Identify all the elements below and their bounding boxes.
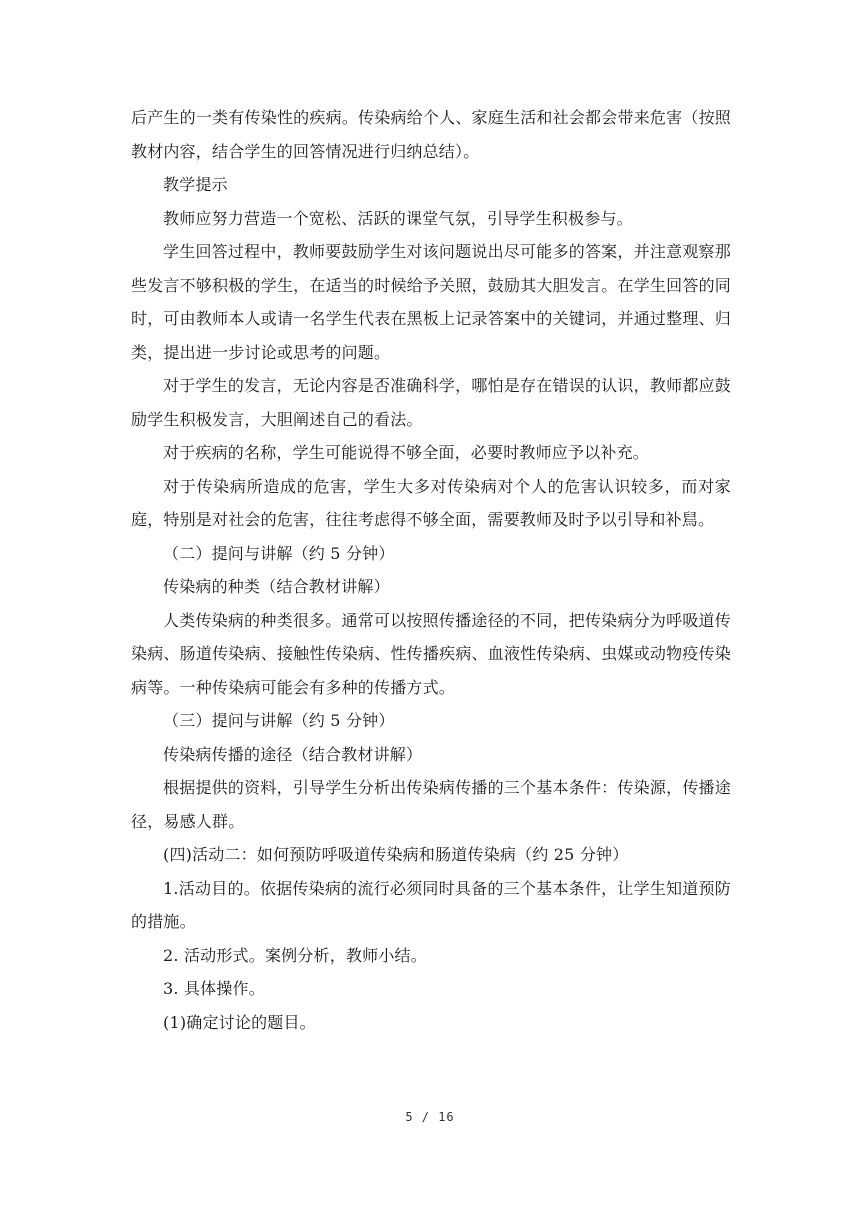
subheading-transmission-routes: 传染病传播的途径（结合教材讲解）	[163, 744, 423, 764]
page-number: 5 / 16	[405, 1110, 455, 1124]
document-body	[131, 101, 731, 1039]
list-item-activity-goal: 1.活动目的。依据传染病的流行必须同时具备的三个基本条件，让学生知道预防的措施。	[131, 878, 731, 931]
list-item-discussion-topic: (1)确定讨论的题目。	[163, 1012, 316, 1032]
paragraph-continued-definition: 后产生的一类有传染性的疾病。传染病给个人、家庭生活和社会都会带来危害（按照教材内容，结合学生的回答情况进行归纳总结）。	[131, 108, 731, 161]
paragraph-disease-names: 对于疾病的名称，学生可能说得不够全面，必要时教师应予以补充。	[163, 443, 650, 462]
section-heading-2: （二）提问与讲解（约 5 分钟）	[163, 543, 395, 563]
subheading-disease-types: 传染病的种类（结合教材讲解）	[163, 577, 390, 596]
paragraph-harm-awareness: 对于传染病所造成的危害，学生大多对传染病对个人的危害认识较多，而对家庭，特别是对社会的危害，往往考虑得不够全面，需要教师及时予以引导和补舃。	[131, 476, 731, 529]
paragraph-three-conditions: 根据提供的资料，引导学生分析出传染病传播的三个基本条件：传染源，传播途径，易感人群。	[131, 778, 731, 831]
paragraph-student-answers: 学生回答过程中，教师要鼓励学生对该问题说出尽可能多的答案，并注意观察那些发言不够积极的学生，在适当的时候给予关照，鼓励其大胆发言。在学生回答的同时，可由教师本人或请一名学生代表在黑板上记录答案中的关键词，并通过整理、归类，提出进一步讨论或思考的问题。	[131, 242, 731, 362]
paragraph-teaching-tips-heading: 教学提示	[163, 175, 228, 194]
paragraph-classroom-atmosphere: 教师应努力营造一个宽松、活跃的课堂气氛，引导学生积极参与。	[163, 208, 633, 228]
paragraph-disease-types: 人类传染病的种类很多。通常可以按照传播途径的不同，把传染病分为呼吸道传染病、肠道传染病、接触性传染病、性传播疾病、血液性传染病、虫媒或动物疫传染病等。一种传染病可能会有多种的传播方式。	[131, 610, 731, 697]
paragraph-encourage-speaking: 对于学生的发言，无论内容是否准确科学，哪怕是存在错误的认识，教师都应鼓励学生积极发言，大胆阐述自己的看法。	[131, 376, 731, 429]
list-item-activity-form: 2. 活动形式。案例分析，教师小结。	[163, 945, 427, 965]
section-heading-4: (四)活动二：如何预防呼吸道传染病和肠道传染病（约 25 分钟）	[163, 845, 629, 864]
section-heading-3: （三）提问与讲解（约 5 分钟）	[163, 711, 395, 730]
list-item-specific-operation: 3. 具体操作。	[163, 979, 265, 998]
